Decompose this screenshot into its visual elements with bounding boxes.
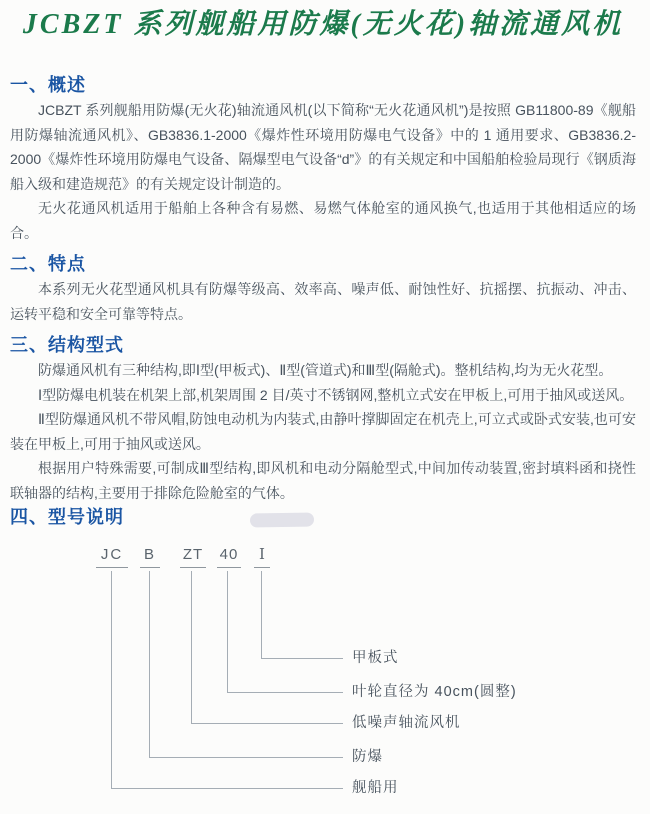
paragraph: 防爆通风机有三种结构,即Ⅰ型(甲板式)、Ⅱ型(管道式)和Ⅲ型(隔舱式)。整机结构,均为无火花型。 bbox=[38, 362, 613, 378]
page-title: JCBZT 系列舰船用防爆(无火花)轴流通风机 bbox=[22, 9, 624, 40]
paragraph: 根据用户特殊需要,可制成Ⅲ型结构,即风机和电动分隔舱型式,中间加传动装置,密封填料函和挠性联轴器的结构,主要用于排除危险舱室的气体。 bbox=[10, 460, 636, 501]
model-code-b: B bbox=[140, 546, 160, 568]
connector-line-horizontal bbox=[227, 692, 343, 693]
connector-line-vertical bbox=[261, 571, 262, 658]
section-heading-model: 四、型号说明 bbox=[10, 507, 124, 527]
connector-line-vertical bbox=[191, 571, 192, 723]
model-label-explosion-proof: 防爆 bbox=[352, 749, 383, 765]
connector-line-vertical bbox=[149, 571, 150, 757]
model-label-low-noise-axial: 低噪声轴流风机 bbox=[352, 715, 461, 731]
model-code-zt: ZT bbox=[180, 546, 206, 568]
section-heading-features: 二、特点 bbox=[10, 254, 86, 274]
model-code-type: Ⅰ bbox=[254, 546, 270, 568]
model-code-jc: JC bbox=[96, 546, 128, 568]
connector-line-horizontal bbox=[191, 723, 343, 724]
connector-line-horizontal bbox=[261, 658, 343, 659]
connector-line-vertical bbox=[227, 571, 228, 692]
section-heading-structure: 三、结构型式 bbox=[10, 335, 124, 355]
model-label-impeller-diameter: 叶轮直径为 40cm(圆整) bbox=[352, 684, 517, 700]
model-code-40: 40 bbox=[217, 546, 241, 568]
paragraph: Ⅰ型防爆电机装在机架上部,机架周围 2 目/英寸不锈钢网,整机立式安在甲板上,可用于抽风或送风。 bbox=[38, 386, 634, 403]
connector-line-vertical bbox=[111, 571, 112, 788]
paragraph: JCBZT 系列舰船用防爆(无火花)轴流通风机(以下简称“无火花通风机”)是按照 GB11800-89《舰船用防爆轴流通风机》、GB3836.1-2000《爆炸性环境用防爆电气设备》中的 1 通用要求、GB3836.2-2000《爆炸性环境用防爆电气设备、隔爆型电气设备“d”》的有关规定和中国船舶检验局现行《钢质海船入级和建造规范》的有关规定设计制造的。 bbox=[10, 102, 636, 192]
paragraph: 无火花通风机适用于船舶上各种含有易燃、易燃气体舱室的通风换气,也适用于其他相适应的场合。 bbox=[10, 200, 636, 241]
section-heading-overview: 一、概述 bbox=[10, 75, 86, 95]
model-label-deck-type: 甲板式 bbox=[352, 650, 399, 666]
connector-line-horizontal bbox=[111, 788, 343, 789]
model-label-ship: 舰船用 bbox=[352, 780, 399, 796]
paragraph: 本系列无火花型通风机具有防爆等级高、效率高、噪声低、耐蚀性好、抗摇摆、抗振动、冲击、运转平稳和安全可靠等特点。 bbox=[10, 281, 636, 322]
connector-line-horizontal bbox=[149, 757, 343, 758]
smudge-mark bbox=[250, 512, 314, 527]
paragraph: Ⅱ型防爆通风机不带风帽,防蚀电动机为内装式,由静叶撑脚固定在机壳上,可立式或卧式安装,也可安装在甲板上,可用于抽风或送风。 bbox=[10, 411, 636, 452]
